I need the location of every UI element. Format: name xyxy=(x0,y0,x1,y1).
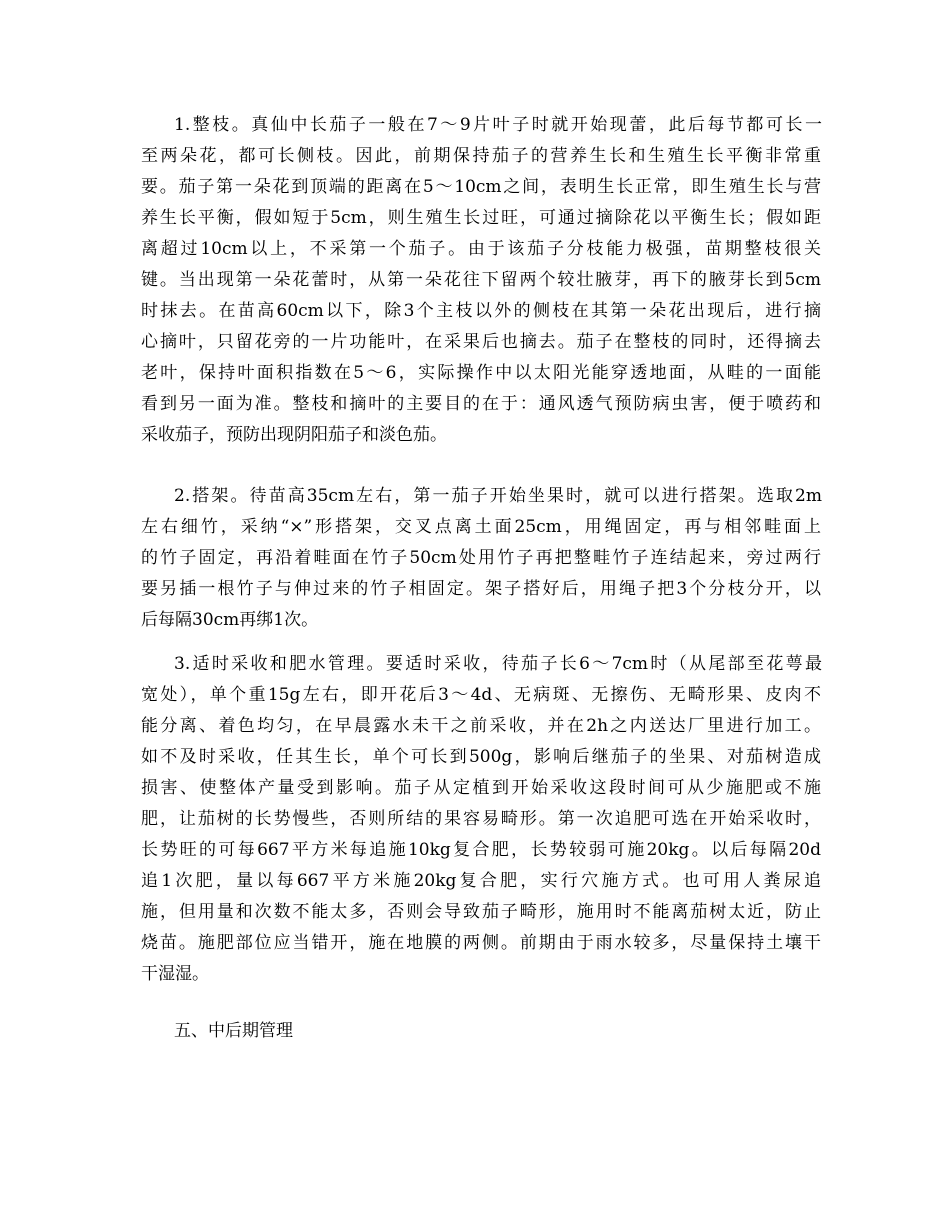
paragraph-line: 看到另一面为准。整枝和摘叶的主要目的在于：通风透气预防病虫害，便于喷药和 xyxy=(141,394,821,414)
paragraph-line: 左右细竹，采纳“×”形搭架，交叉点离土面25cm，用绳固定，再与相邻畦面上 xyxy=(141,517,821,537)
paragraph-line: 时抹去。在苗高60cm以下，除3个主枝以外的侧枝在其第一朵花出现后，进行摘 xyxy=(141,301,821,321)
paragraph-line: 长势旺的可每667平方米每追施10kg复合肥，长势较弱可施20kg。以后每隔20d xyxy=(141,840,821,860)
paragraph-line: 损害、使整体产量受到影响。茄子从定植到开始采收这段时间可从少施肥或不施 xyxy=(141,778,821,798)
paragraph-line: 宽处），单个重15g左右，即开花后3～4d、无病斑、无擦伤、无畸形果、皮肉不 xyxy=(141,685,821,705)
paragraph-line: 的竹子固定，再沿着畦面在竹子50cm处用竹子再把整畦竹子连结起来，旁过两行 xyxy=(141,548,821,568)
paragraph-line: 后每隔30cm再绑1次。 xyxy=(141,610,319,630)
paragraph-line: 肥，让茄树的长势慢些，否则所结的果容易畸形。第一次追肥可选在开始采收时， xyxy=(141,809,821,829)
paragraph-line: 2.搭架。待苗高35cm左右，第一茄子开始坐果时，就可以进行搭架。选取2m xyxy=(174,486,822,506)
paragraph-line: 要。茄子第一朵花到顶端的距离在5～10cm之间，表明生长正常，即生殖生长与营 xyxy=(141,177,821,197)
paragraph-line: 老叶，保持叶面积指数在5～6，实际操作中以太阳光能穿透地面，从畦的一面能 xyxy=(141,363,821,383)
paragraph-line: 采收茄子，预防出现阴阳茄子和淡色茄。 xyxy=(141,425,447,445)
paragraph-line: 3.适时采收和肥水管理。要适时采收，待茄子长6～7cm时（从尾部至花萼最 xyxy=(174,654,822,674)
paragraph-line: 能分离、着色均匀，在早晨露水未干之前采收，并在2h之内送达厂里进行加工。 xyxy=(141,716,821,736)
paragraph-line: 干湿湿。 xyxy=(141,964,209,984)
paragraph-line: 追1次肥，量以每667平方米施20kg复合肥，实行穴施方式。也可用人粪尿追 xyxy=(141,871,821,891)
paragraph-line: 至两朵花，都可长侧枝。因此，前期保持茄子的营养生长和生殖生长平衡非常重 xyxy=(141,146,821,166)
paragraph-line: 1.整枝。真仙中长茄子一般在7～9片叶子时就开始现蕾，此后每节都可长一 xyxy=(174,115,822,135)
paragraph-line: 养生长平衡，假如短于5cm，则生殖生长过旺，可通过摘除花以平衡生长；假如距 xyxy=(141,208,821,228)
paragraph-line: 烧苗。施肥部位应当错开，施在地膜的两侧。前期由于雨水较多，尽量保持土壤干 xyxy=(141,933,821,953)
section-heading: 五、中后期管理 xyxy=(174,1021,293,1041)
paragraph-line: 要另插一根竹子与伸过来的竹子相固定。架子搭好后，用绳子把3个分枝分开，以 xyxy=(141,579,821,599)
paragraph-line: 如不及时采收，任其生长，单个可长到500g，影响后继茄子的坐果、对茄树造成 xyxy=(141,747,821,767)
paragraph-line: 施，但用量和次数不能太多，否则会导致茄子畸形，施用时不能离茄树太近，防止 xyxy=(141,902,821,922)
paragraph-line: 键。当出现第一朵花蕾时，从第一朵花往下留两个较壮腋芽，再下的腋芽长到5cm xyxy=(141,270,821,290)
paragraph-line: 离超过10cm以上，不采第一个茄子。由于该茄子分枝能力极强，苗期整枝很关 xyxy=(141,239,821,259)
paragraph-line: 心摘叶，只留花旁的一片功能叶，在采果后也摘去。茄子在整枝的同时，还得摘去 xyxy=(141,332,821,352)
